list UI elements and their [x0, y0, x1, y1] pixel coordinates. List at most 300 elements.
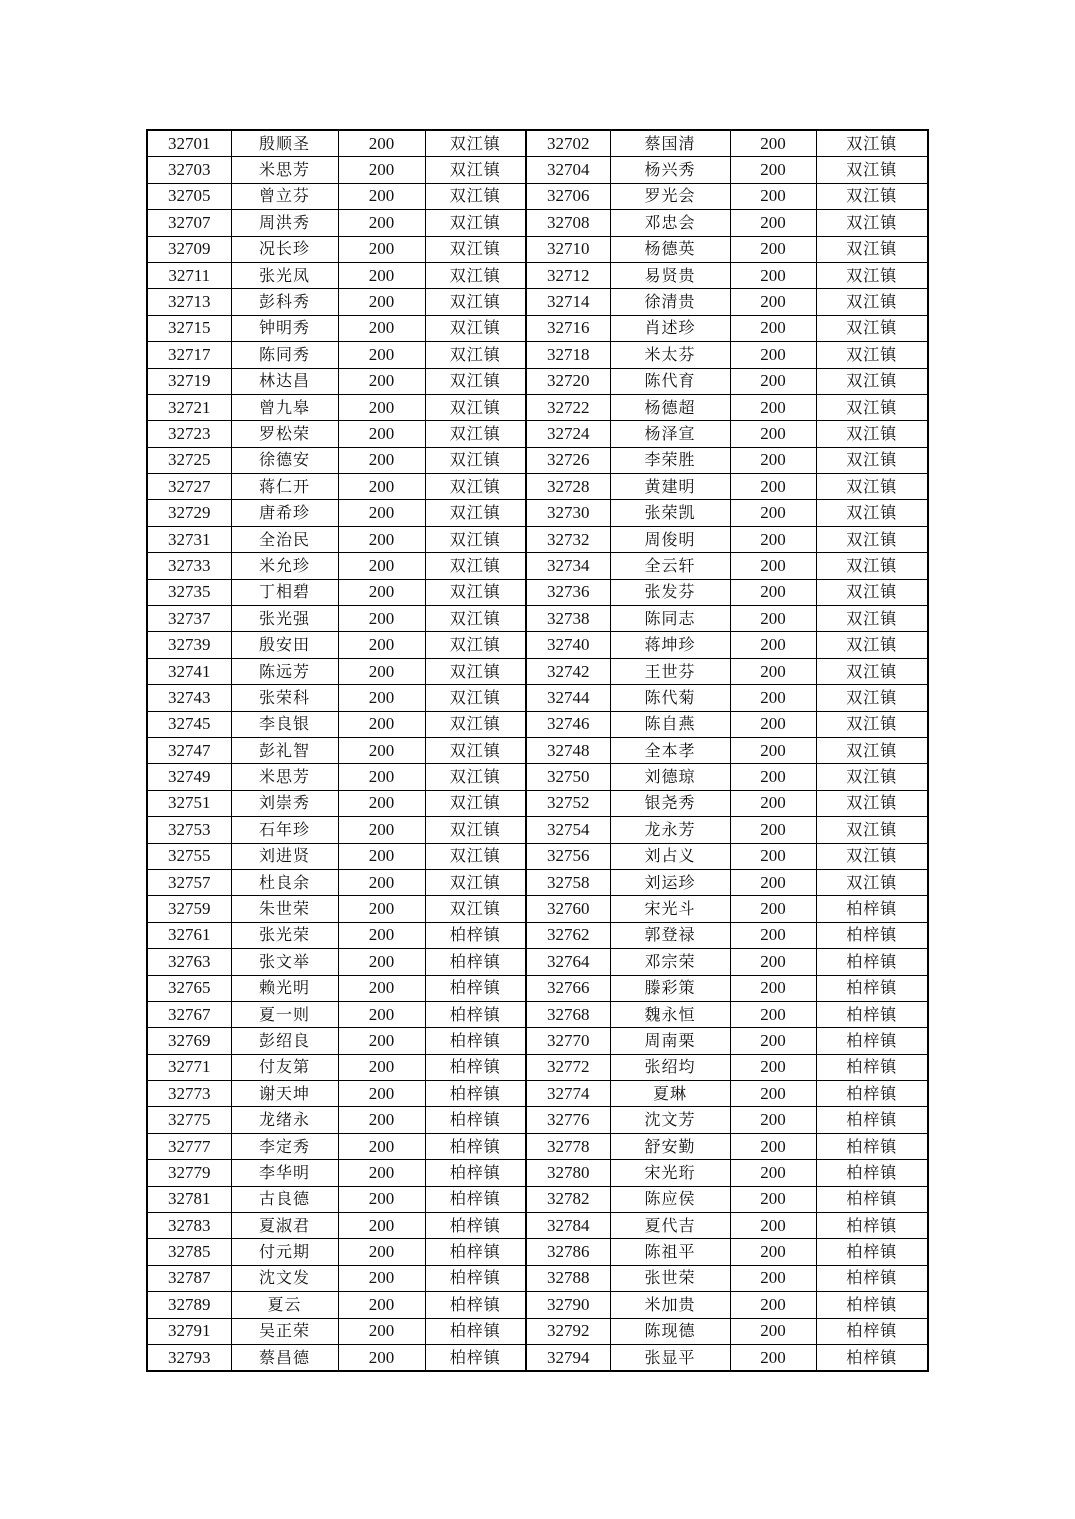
- table-row: [147, 632, 928, 658]
- cell-name: 夏代吉: [610, 1213, 730, 1239]
- table-row: [147, 130, 928, 157]
- cell-amount: 200: [338, 342, 425, 368]
- cell-name: 陈代菊: [610, 685, 730, 711]
- cell-amount: 200: [730, 711, 816, 737]
- table-row: [147, 183, 928, 209]
- cell-id: 32758: [526, 869, 610, 895]
- cell-amount: 200: [338, 949, 425, 975]
- cell-id: 32785: [147, 1239, 231, 1265]
- cell-town: 柏梓镇: [816, 1265, 928, 1291]
- cell-id: 32711: [147, 262, 231, 288]
- cell-name: 米思芳: [231, 764, 338, 790]
- cell-name: 蔡昌德: [231, 1344, 338, 1371]
- cell-town: 柏梓镇: [425, 1292, 526, 1318]
- cell-amount: 200: [730, 1213, 816, 1239]
- cell-name: 杨兴秀: [610, 157, 730, 183]
- cell-amount: 200: [338, 711, 425, 737]
- cell-id: 32784: [526, 1213, 610, 1239]
- cell-town: 柏梓镇: [816, 975, 928, 1001]
- cell-id: 32771: [147, 1054, 231, 1080]
- cell-name: 张世荣: [610, 1265, 730, 1291]
- cell-name: 米允珍: [231, 553, 338, 579]
- cell-name: 米思芳: [231, 157, 338, 183]
- cell-id: 32752: [526, 790, 610, 816]
- cell-name: 张光荣: [231, 922, 338, 948]
- table-row: [147, 368, 928, 394]
- cell-name: 张荣科: [231, 685, 338, 711]
- cell-name: 周洪秀: [231, 210, 338, 236]
- cell-amount: 200: [730, 1186, 816, 1212]
- cell-name: 徐德安: [231, 447, 338, 473]
- table-row: [147, 1107, 928, 1133]
- cell-town: 双江镇: [425, 394, 526, 420]
- cell-town: 双江镇: [425, 183, 526, 209]
- cell-amount: 200: [730, 1292, 816, 1318]
- cell-town: 双江镇: [816, 685, 928, 711]
- cell-id: 32775: [147, 1107, 231, 1133]
- cell-amount: 200: [338, 658, 425, 684]
- cell-amount: 200: [338, 368, 425, 394]
- cell-town: 柏梓镇: [816, 1239, 928, 1265]
- cell-town: 柏梓镇: [816, 1292, 928, 1318]
- cell-amount: 200: [730, 394, 816, 420]
- cell-name: 邓宗荣: [610, 949, 730, 975]
- cell-name: 全云轩: [610, 553, 730, 579]
- cell-name: 蒋仁开: [231, 474, 338, 500]
- table-row: [147, 236, 928, 262]
- cell-town: 柏梓镇: [816, 1001, 928, 1027]
- cell-name: 陈应侯: [610, 1186, 730, 1212]
- cell-amount: 200: [730, 975, 816, 1001]
- cell-name: 唐希珍: [231, 500, 338, 526]
- cell-id: 32706: [526, 183, 610, 209]
- cell-id: 32787: [147, 1265, 231, 1291]
- cell-amount: 200: [338, 1028, 425, 1054]
- table-row: [147, 157, 928, 183]
- cell-name: 彭科秀: [231, 289, 338, 315]
- cell-amount: 200: [338, 526, 425, 552]
- cell-amount: 200: [338, 183, 425, 209]
- cell-name: 张绍均: [610, 1054, 730, 1080]
- cell-name: 蔡国清: [610, 130, 730, 157]
- cell-name: 殷顺圣: [231, 130, 338, 157]
- cell-id: 32743: [147, 685, 231, 711]
- roster-table-body: [147, 130, 928, 1371]
- cell-name: 罗光会: [610, 183, 730, 209]
- cell-amount: 200: [338, 447, 425, 473]
- cell-amount: 200: [730, 210, 816, 236]
- cell-town: 柏梓镇: [425, 1186, 526, 1212]
- cell-amount: 200: [338, 922, 425, 948]
- cell-town: 双江镇: [425, 790, 526, 816]
- cell-name: 张发芬: [610, 579, 730, 605]
- cell-town: 柏梓镇: [816, 1028, 928, 1054]
- cell-amount: 200: [338, 1001, 425, 1027]
- cell-name: 李良银: [231, 711, 338, 737]
- table-row: [147, 1239, 928, 1265]
- cell-id: 32737: [147, 606, 231, 632]
- table-row: [147, 1344, 928, 1371]
- cell-town: 柏梓镇: [425, 1107, 526, 1133]
- cell-town: 双江镇: [425, 342, 526, 368]
- cell-amount: 200: [338, 790, 425, 816]
- cell-id: 32715: [147, 315, 231, 341]
- cell-name: 陈同秀: [231, 342, 338, 368]
- table-row: [147, 737, 928, 763]
- cell-id: 32773: [147, 1081, 231, 1107]
- cell-town: 双江镇: [816, 632, 928, 658]
- cell-name: 米加贵: [610, 1292, 730, 1318]
- cell-town: 双江镇: [816, 474, 928, 500]
- cell-town: 双江镇: [425, 447, 526, 473]
- table-row: [147, 262, 928, 288]
- table-row: [147, 975, 928, 1001]
- cell-town: 柏梓镇: [425, 1239, 526, 1265]
- cell-amount: 200: [730, 685, 816, 711]
- cell-name: 郭登禄: [610, 922, 730, 948]
- cell-town: 双江镇: [425, 210, 526, 236]
- table-row: [147, 1028, 928, 1054]
- cell-name: 银尧秀: [610, 790, 730, 816]
- cell-amount: 200: [730, 790, 816, 816]
- cell-name: 滕彩策: [610, 975, 730, 1001]
- cell-id: 32720: [526, 368, 610, 394]
- table-row: [147, 1081, 928, 1107]
- cell-town: 双江镇: [816, 236, 928, 262]
- cell-id: 32779: [147, 1160, 231, 1186]
- cell-id: 32783: [147, 1213, 231, 1239]
- cell-name: 付元期: [231, 1239, 338, 1265]
- cell-amount: 200: [730, 658, 816, 684]
- cell-id: 32755: [147, 843, 231, 869]
- cell-id: 32724: [526, 421, 610, 447]
- cell-id: 32728: [526, 474, 610, 500]
- cell-name: 夏琳: [610, 1081, 730, 1107]
- cell-id: 32791: [147, 1318, 231, 1344]
- cell-town: 双江镇: [816, 421, 928, 447]
- cell-id: 32736: [526, 579, 610, 605]
- cell-name: 殷安田: [231, 632, 338, 658]
- cell-name: 彭绍良: [231, 1028, 338, 1054]
- cell-amount: 200: [730, 262, 816, 288]
- cell-amount: 200: [338, 474, 425, 500]
- cell-name: 钟明秀: [231, 315, 338, 341]
- cell-town: 柏梓镇: [425, 1318, 526, 1344]
- cell-town: 双江镇: [816, 130, 928, 157]
- cell-id: 32750: [526, 764, 610, 790]
- cell-id: 32749: [147, 764, 231, 790]
- table-row: [147, 1054, 928, 1080]
- cell-amount: 200: [730, 500, 816, 526]
- cell-town: 双江镇: [425, 737, 526, 763]
- cell-name: 陈自燕: [610, 711, 730, 737]
- cell-amount: 200: [730, 1344, 816, 1371]
- cell-id: 32733: [147, 553, 231, 579]
- cell-town: 双江镇: [816, 210, 928, 236]
- cell-id: 32734: [526, 553, 610, 579]
- cell-name: 石年珍: [231, 817, 338, 843]
- cell-id: 32707: [147, 210, 231, 236]
- cell-town: 柏梓镇: [425, 949, 526, 975]
- cell-name: 沈文发: [231, 1265, 338, 1291]
- cell-town: 双江镇: [816, 526, 928, 552]
- cell-name: 付友第: [231, 1054, 338, 1080]
- cell-id: 32751: [147, 790, 231, 816]
- cell-id: 32717: [147, 342, 231, 368]
- cell-town: 双江镇: [816, 711, 928, 737]
- cell-id: 32703: [147, 157, 231, 183]
- cell-id: 32716: [526, 315, 610, 341]
- cell-amount: 200: [338, 1318, 425, 1344]
- cell-town: 双江镇: [425, 236, 526, 262]
- cell-id: 32761: [147, 922, 231, 948]
- cell-town: 双江镇: [425, 500, 526, 526]
- cell-town: 双江镇: [816, 447, 928, 473]
- cell-amount: 200: [338, 262, 425, 288]
- cell-amount: 200: [730, 632, 816, 658]
- cell-town: 双江镇: [816, 262, 928, 288]
- table-row: [147, 869, 928, 895]
- cell-id: 32769: [147, 1028, 231, 1054]
- table-row: [147, 210, 928, 236]
- cell-town: 双江镇: [425, 157, 526, 183]
- table-row: [147, 342, 928, 368]
- cell-id: 32723: [147, 421, 231, 447]
- cell-town: 柏梓镇: [816, 1133, 928, 1159]
- cell-name: 魏永恒: [610, 1001, 730, 1027]
- cell-id: 32777: [147, 1133, 231, 1159]
- table-row: [147, 1265, 928, 1291]
- cell-id: 32702: [526, 130, 610, 157]
- cell-amount: 200: [338, 817, 425, 843]
- cell-town: 双江镇: [425, 368, 526, 394]
- cell-amount: 200: [730, 1107, 816, 1133]
- cell-name: 张光强: [231, 606, 338, 632]
- cell-town: 柏梓镇: [425, 1081, 526, 1107]
- cell-id: 32768: [526, 1001, 610, 1027]
- cell-amount: 200: [338, 236, 425, 262]
- cell-name: 刘占义: [610, 843, 730, 869]
- cell-amount: 200: [730, 1054, 816, 1080]
- cell-amount: 200: [730, 843, 816, 869]
- cell-name: 黄建明: [610, 474, 730, 500]
- cell-amount: 200: [730, 1239, 816, 1265]
- cell-id: 32754: [526, 817, 610, 843]
- cell-amount: 200: [338, 1239, 425, 1265]
- cell-town: 双江镇: [816, 843, 928, 869]
- cell-name: 蒋坤珍: [610, 632, 730, 658]
- cell-town: 双江镇: [816, 368, 928, 394]
- cell-town: 双江镇: [425, 711, 526, 737]
- cell-town: 双江镇: [816, 790, 928, 816]
- cell-town: 双江镇: [425, 289, 526, 315]
- cell-amount: 200: [338, 1292, 425, 1318]
- cell-id: 32772: [526, 1054, 610, 1080]
- table-row: [147, 394, 928, 420]
- cell-town: 柏梓镇: [425, 1001, 526, 1027]
- cell-amount: 200: [730, 922, 816, 948]
- cell-name: 杜良余: [231, 869, 338, 895]
- cell-id: 32710: [526, 236, 610, 262]
- cell-name: 杨泽宣: [610, 421, 730, 447]
- cell-id: 32782: [526, 1186, 610, 1212]
- cell-amount: 200: [338, 210, 425, 236]
- cell-name: 朱世荣: [231, 896, 338, 922]
- table-row: [147, 711, 928, 737]
- cell-town: 柏梓镇: [816, 1107, 928, 1133]
- cell-town: 柏梓镇: [425, 975, 526, 1001]
- table-row: [147, 474, 928, 500]
- cell-name: 赖光明: [231, 975, 338, 1001]
- cell-name: 米太芬: [610, 342, 730, 368]
- cell-town: 双江镇: [816, 869, 928, 895]
- cell-name: 宋光珩: [610, 1160, 730, 1186]
- cell-name: 李华明: [231, 1160, 338, 1186]
- cell-id: 32776: [526, 1107, 610, 1133]
- cell-amount: 200: [338, 289, 425, 315]
- cell-town: 双江镇: [425, 553, 526, 579]
- cell-id: 32709: [147, 236, 231, 262]
- cell-id: 32740: [526, 632, 610, 658]
- cell-amount: 200: [338, 579, 425, 605]
- cell-amount: 200: [730, 474, 816, 500]
- cell-town: 双江镇: [425, 579, 526, 605]
- cell-amount: 200: [730, 421, 816, 447]
- cell-id: 32727: [147, 474, 231, 500]
- cell-town: 双江镇: [425, 843, 526, 869]
- cell-town: 柏梓镇: [425, 1054, 526, 1080]
- cell-id: 32788: [526, 1265, 610, 1291]
- cell-name: 陈现德: [610, 1318, 730, 1344]
- cell-town: 双江镇: [425, 658, 526, 684]
- cell-id: 32794: [526, 1344, 610, 1371]
- cell-town: 双江镇: [425, 896, 526, 922]
- cell-name: 肖述珍: [610, 315, 730, 341]
- cell-id: 32757: [147, 869, 231, 895]
- cell-id: 32701: [147, 130, 231, 157]
- cell-amount: 200: [730, 1028, 816, 1054]
- cell-id: 32762: [526, 922, 610, 948]
- table-row: [147, 843, 928, 869]
- cell-town: 柏梓镇: [816, 896, 928, 922]
- cell-amount: 200: [338, 500, 425, 526]
- cell-name: 陈祖平: [610, 1239, 730, 1265]
- cell-amount: 200: [338, 1344, 425, 1371]
- cell-town: 双江镇: [425, 685, 526, 711]
- cell-amount: 200: [338, 1054, 425, 1080]
- cell-name: 全本孝: [610, 737, 730, 763]
- cell-town: 柏梓镇: [816, 922, 928, 948]
- cell-name: 张光凤: [231, 262, 338, 288]
- cell-town: 柏梓镇: [816, 949, 928, 975]
- cell-town: 柏梓镇: [816, 1081, 928, 1107]
- cell-amount: 200: [338, 975, 425, 1001]
- cell-amount: 200: [730, 342, 816, 368]
- cell-town: 柏梓镇: [816, 1054, 928, 1080]
- cell-town: 双江镇: [816, 553, 928, 579]
- cell-id: 32704: [526, 157, 610, 183]
- cell-id: 32793: [147, 1344, 231, 1371]
- cell-amount: 200: [338, 896, 425, 922]
- cell-amount: 200: [730, 183, 816, 209]
- cell-name: 邓忠会: [610, 210, 730, 236]
- cell-town: 柏梓镇: [816, 1318, 928, 1344]
- table-row: [147, 421, 928, 447]
- cell-town: 双江镇: [816, 817, 928, 843]
- cell-name: 陈远芳: [231, 658, 338, 684]
- cell-town: 双江镇: [425, 869, 526, 895]
- cell-name: 夏一则: [231, 1001, 338, 1027]
- table-row: [147, 553, 928, 579]
- cell-amount: 200: [730, 1081, 816, 1107]
- cell-name: 丁相碧: [231, 579, 338, 605]
- cell-town: 双江镇: [816, 342, 928, 368]
- cell-name: 刘运珍: [610, 869, 730, 895]
- cell-town: 双江镇: [816, 606, 928, 632]
- roster-table: [146, 129, 929, 1372]
- cell-amount: 200: [730, 1318, 816, 1344]
- cell-town: 双江镇: [425, 817, 526, 843]
- table-row: [147, 1318, 928, 1344]
- cell-amount: 200: [730, 606, 816, 632]
- cell-id: 32747: [147, 737, 231, 763]
- cell-id: 32770: [526, 1028, 610, 1054]
- cell-id: 32742: [526, 658, 610, 684]
- cell-town: 双江镇: [425, 632, 526, 658]
- table-row: [147, 579, 928, 605]
- cell-amount: 200: [338, 737, 425, 763]
- cell-amount: 200: [338, 394, 425, 420]
- cell-amount: 200: [730, 157, 816, 183]
- cell-town: 双江镇: [816, 658, 928, 684]
- cell-id: 32722: [526, 394, 610, 420]
- cell-town: 柏梓镇: [425, 1344, 526, 1371]
- table-row: [147, 526, 928, 552]
- cell-id: 32739: [147, 632, 231, 658]
- cell-town: 双江镇: [425, 315, 526, 341]
- cell-id: 32718: [526, 342, 610, 368]
- table-row: [147, 817, 928, 843]
- cell-id: 32766: [526, 975, 610, 1001]
- table-row: [147, 289, 928, 315]
- cell-name: 曾立芬: [231, 183, 338, 209]
- cell-id: 32725: [147, 447, 231, 473]
- cell-town: 双江镇: [816, 579, 928, 605]
- cell-amount: 200: [730, 949, 816, 975]
- cell-amount: 200: [338, 157, 425, 183]
- cell-name: 谢天坤: [231, 1081, 338, 1107]
- cell-id: 32748: [526, 737, 610, 763]
- cell-id: 32721: [147, 394, 231, 420]
- cell-name: 王世芬: [610, 658, 730, 684]
- cell-id: 32741: [147, 658, 231, 684]
- cell-town: 双江镇: [425, 421, 526, 447]
- cell-id: 32744: [526, 685, 610, 711]
- cell-name: 古良德: [231, 1186, 338, 1212]
- cell-amount: 200: [338, 1081, 425, 1107]
- cell-id: 32726: [526, 447, 610, 473]
- cell-name: 夏云: [231, 1292, 338, 1318]
- cell-id: 32774: [526, 1081, 610, 1107]
- cell-town: 双江镇: [425, 526, 526, 552]
- cell-id: 32746: [526, 711, 610, 737]
- cell-name: 李荣胜: [610, 447, 730, 473]
- cell-id: 32759: [147, 896, 231, 922]
- cell-id: 32729: [147, 500, 231, 526]
- cell-amount: 200: [338, 869, 425, 895]
- cell-id: 32735: [147, 579, 231, 605]
- cell-town: 柏梓镇: [425, 1265, 526, 1291]
